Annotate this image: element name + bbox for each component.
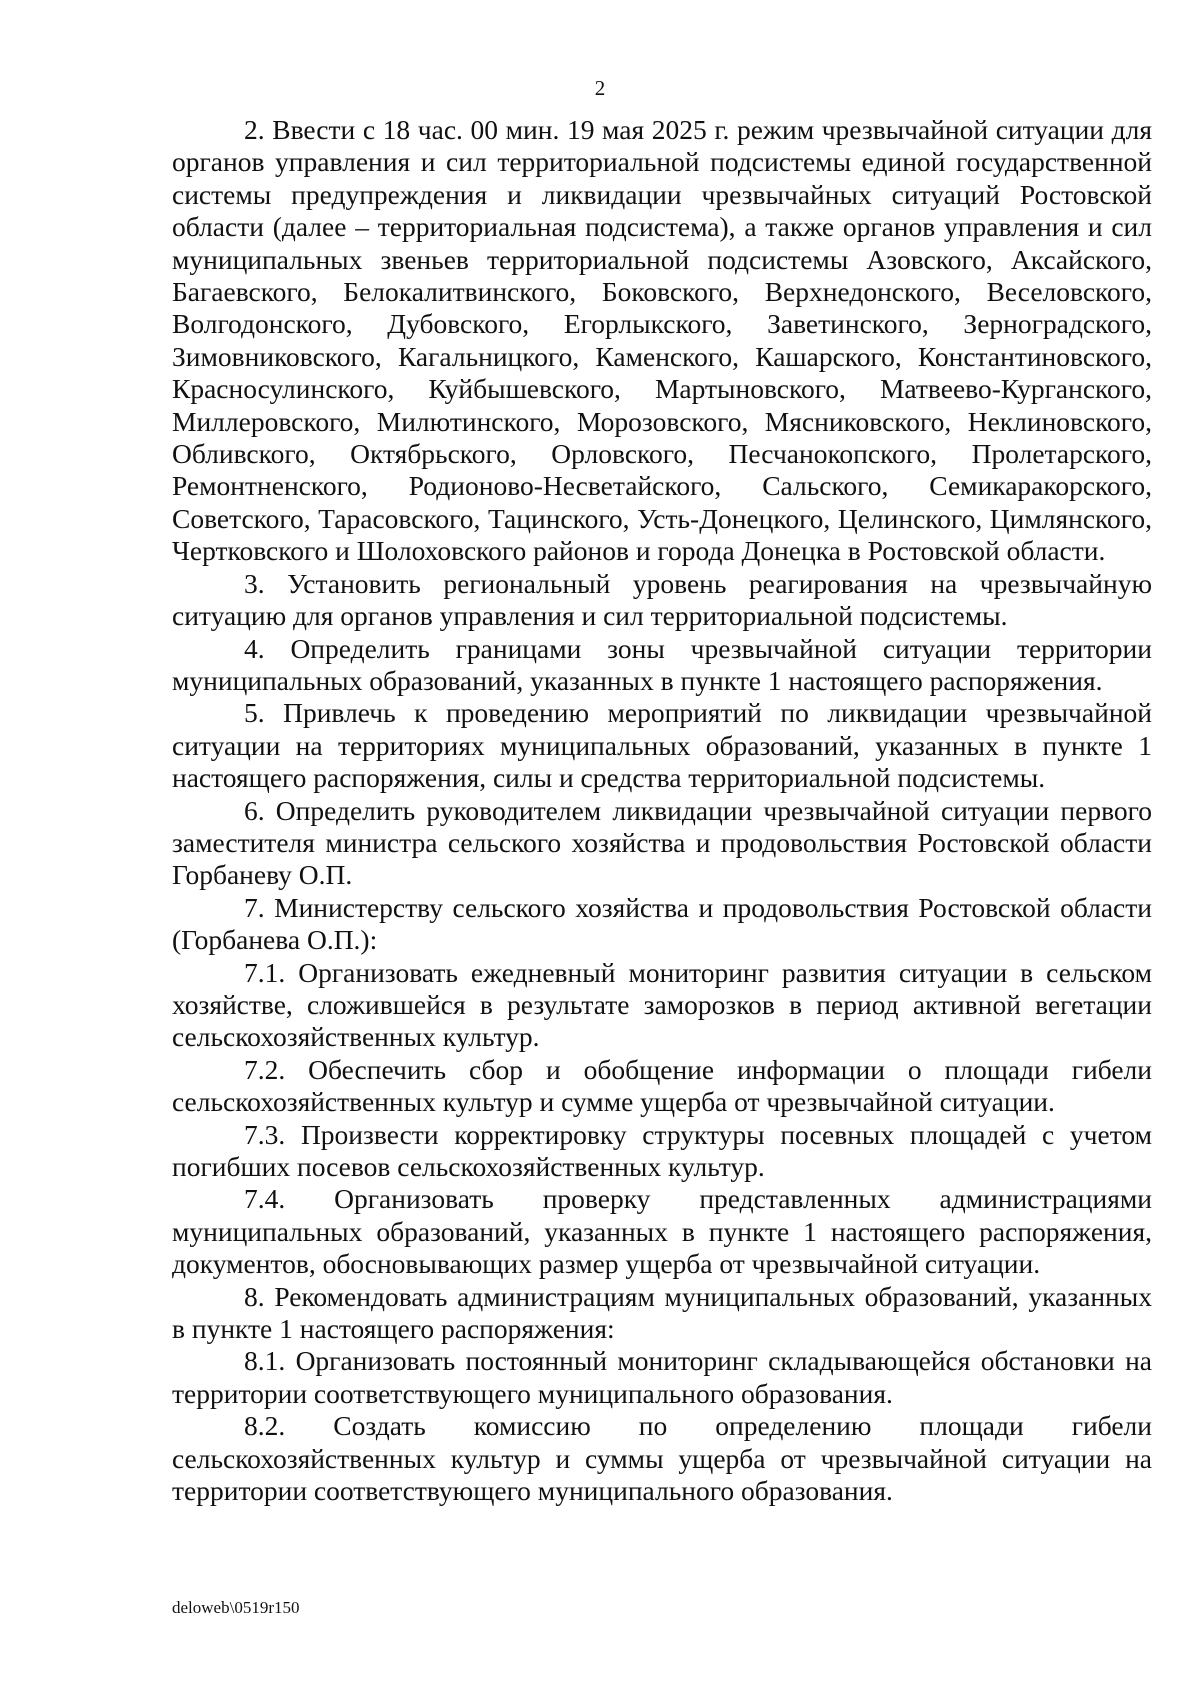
paragraph-7-2: 7.2. Обеспечить сбор и обобщение информации о площади гибели сельскохозяйственных культур и сумме ущерба от чрезвычайной ситуации. (172, 1053, 1152, 1118)
page-number: 2 (594, 76, 606, 100)
paragraph-7-3: 7.3. Произвести корректировку структуры посевных площадей с учетом погибших посевов сельскохозяйственных культур. (172, 1118, 1152, 1182)
document-footer-id: deloweb\0519r150 (172, 1598, 300, 1617)
paragraph-8-2: 8.2. Создать комиссию по определению площади гибели сельскохозяйственных культур и суммы ущерба от чрезвычайной ситуации на территории соответствующего муниципального образования. (172, 1410, 1152, 1507)
paragraph-8-1: 8.1. Организовать постоянный мониторинг складывающейся обстановки на территории соответствующего муниципального образования. (172, 1345, 1152, 1409)
paragraph-7-4: 7.4. Организовать проверку представленных администрациями муниципальных образований, указанных в пункте 1 настоящего распоряжения, документов, обосновывающих размер ущерба от чрезвычайной ситуации. (172, 1183, 1152, 1280)
document-body (172, 114, 1152, 1507)
paragraph-7-1: 7.1. Организовать ежедневный мониторинг развития ситуации в сельском хозяйстве, сложившейся в результате заморозков в период активной вегетации сельскохозяйственных культур. (172, 956, 1152, 1053)
paragraph-5: 5. Привлечь к проведению мероприятий по ликвидации чрезвычайной ситуации на территориях муниципальных образований, указанных в пункте 1 настоящего распоряжения, силы и средства территориальной подсистемы. (172, 697, 1152, 794)
paragraph-6: 6. Определить руководителем ликвидации чрезвычайной ситуации первого заместителя министра сельского хозяйства и продовольствия Ростовской области Горбаневу О.П. (172, 794, 1152, 891)
paragraph-7: 7. Министерству сельского хозяйства и продовольствия Ростовской области (Горбанева О.П.): (172, 891, 1152, 956)
paragraph-8: 8. Рекомендовать администрациям муниципальных образований, указанных в пункте 1 настоящего распоряжения: (172, 1280, 1152, 1345)
paragraph-4: 4. Определить границами зоны чрезвычайной ситуации территории муниципальных образований, указанных в пункте 1 настоящего распоряжения. (172, 632, 1152, 696)
paragraph-3: 3. Установить региональный уровень реагирования на чрезвычайную ситуацию для органов управления и сил территориальной подсистемы. (172, 567, 1152, 632)
paragraph-2: 2. Ввести с 18 час. 00 мин. 19 мая 2025 г. режим чрезвычайной ситуации для органов управления и сил территориальной подсистемы единой государственной системы предупреждения и ликвидации чрезвычайных ситуаций Ростовской области (далее – территориальная подсистема), а также органов управления и сил муниципальных звеньев территориальной подсистемы Азовского, Аксайского, Багаевского, Белокалитвинского, Боковского, Верхнедонского, Веселовского, Волгодонского, Дубовского, Егорлыкского, Заветинского, Зерноградского, Зимовниковского, Кагальницкого, Каменского, Кашарского, Константиновского, Красносулинского, Куйбышевского, Мартыновского, Матвеево-Курганского, Миллеровского, Милютинского, Морозовского, Мясниковского, Неклиновского, Обливского, Октябрьского, Орловского, Песчанокопского, Пролетарского, Ремонтненского, Родионово-Несветайского, Сальского, Семикаракорского, Советского, Тарасовского, Тацинского, Усть-Донецкого, Целинского, Цимлянского, Чертковского и Шолоховского районов и города Донецка в Ростовской области. (172, 114, 1152, 567)
